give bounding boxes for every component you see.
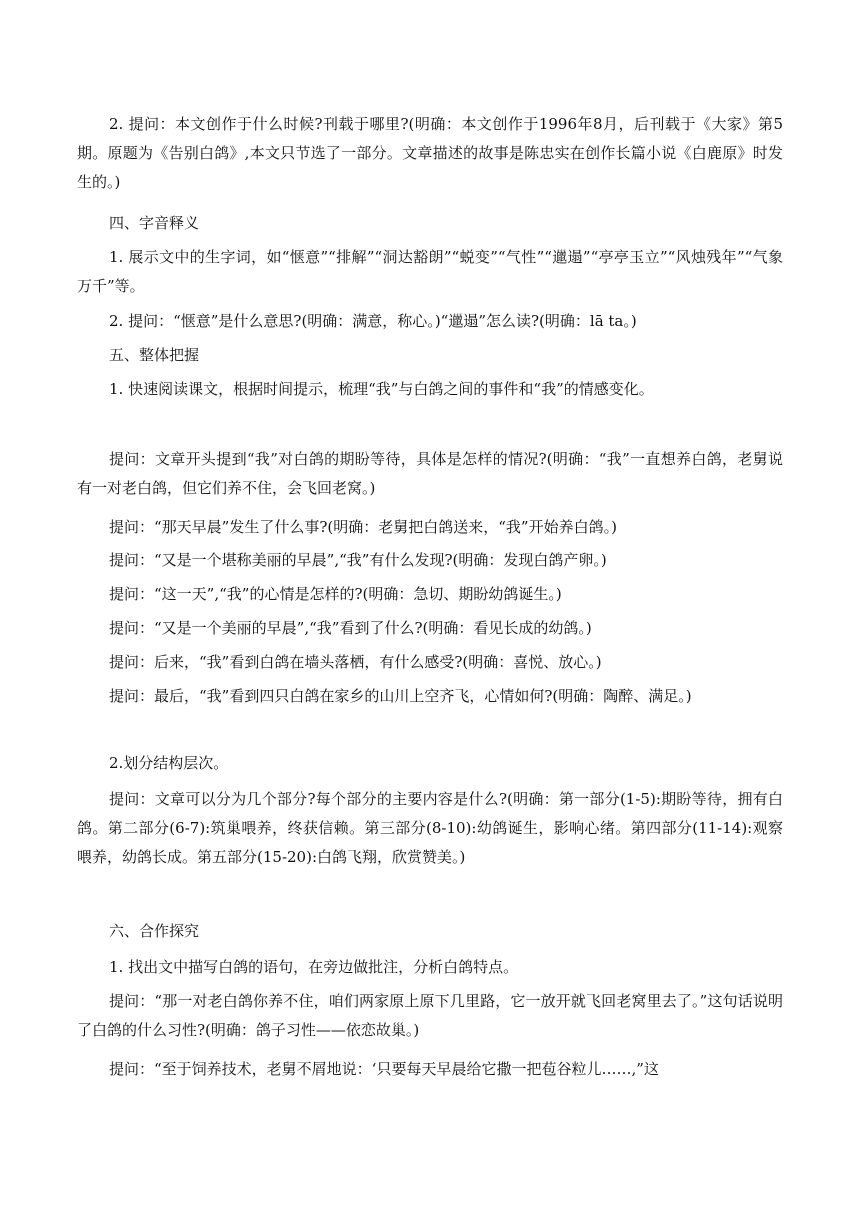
section-heading-pronunciation: 四、字音释义 bbox=[109, 214, 200, 232]
paragraph-structure-question: 提问：文章可以分为几个部分?每个部分的主要内容是什么?(明确：第一部分(1-5):期盼等待，拥有白鸽。第二部分(6-7):筑巢喂养，终获信赖。第三部分(8-10):幼鸽诞生，影响心绪。第四部分(11-14):观察喂养，幼鸽长成。第五部分(15-20):白鸽飞翔，欣赏赞美。) bbox=[77, 790, 783, 866]
section-heading-overall-grasp: 五、整体把握 bbox=[109, 346, 200, 364]
paragraph-vocabulary-list: 1. 展示文中的生字词，如“惬意”“排解”“洞达豁朗”“蜕变”“气性”“邋遢”“亭亭玉立”“风烛残年”“气象万千”等。 bbox=[77, 248, 783, 295]
section-heading-cooperative-inquiry: 六、合作探究 bbox=[109, 922, 200, 940]
paragraph-structure-task: 2.划分结构层次。 bbox=[109, 754, 229, 772]
paragraph-question-habit: 提问：“那一对老白鸽你养不住，咱们两家原上原下几里路，它一放开就飞回老窝里去了。”这句话说明了白鸽的什么习性?(明确：鸽子习性——依恋故巢。) bbox=[77, 992, 783, 1039]
paragraph-question-feeding: 提问：“至于饲养技术，老舅不屑地说：‘只要每天早晨给它撒一把苞谷粒儿……,”这 bbox=[109, 1060, 659, 1078]
paragraph-question-opening: 提问：文章开头提到“我”对白鸽的期盼等待，具体是怎样的情况?(明确：“我”一直想养白鸽，老舅说有一对老白鸽，但它们养不住，会飞回老窝。) bbox=[77, 450, 783, 497]
paragraph-question-that-morning: 提问：“那天早晨”发生了什么事?(明确：老舅把白鸽送来，“我”开始养白鸽。) bbox=[109, 518, 617, 536]
paragraph-publication-question: 2. 提问：本文创作于什么时候?刊载于哪里?(明确：本文创作于1996年8月，后刊载于《大家》第5期。原题为《告别白鸽》,本文只节选了一部分。文章描述的故事是陈忠实在创作长篇小说《白鹿原》时发生的。) bbox=[77, 115, 783, 191]
paragraph-question-finally: 提问：最后，“我”看到四只白鸽在家乡的山川上空齐飞，心情如何?(明确：陶醉、满足。) bbox=[109, 687, 692, 705]
paragraph-question-another-morning: 提问：“又是一个美丽的早晨”,“我”看到了什么?(明确：看见长成的幼鸽。) bbox=[109, 619, 592, 637]
paragraph-word-meaning-question: 2. 提问：“惬意”是什么意思?(明确：满意，称心。)“邋遢”怎么读?(明确：lā ta。) bbox=[109, 312, 637, 330]
paragraph-question-later: 提问：后来，“我”看到白鸽在墙头落栖，有什么感受?(明确：喜悦、放心。) bbox=[109, 653, 602, 671]
paragraph-timeline-task: 1. 快速阅读课文，根据时间提示，梳理“我”与白鸽之间的事件和“我”的情感变化。 bbox=[109, 380, 654, 398]
paragraph-annotation-task: 1. 找出文中描写白鸽的语句，在旁边做批注，分析白鸽特点。 bbox=[109, 958, 519, 976]
paragraph-question-this-day: 提问：“这一天”,“我”的心情是怎样的?(明确：急切、期盼幼鸽诞生。) bbox=[109, 585, 562, 603]
paragraph-question-beautiful-morning: 提问：“又是一个堪称美丽的早晨”,“我”有什么发现?(明确：发现白鸽产卵。) bbox=[109, 551, 607, 569]
